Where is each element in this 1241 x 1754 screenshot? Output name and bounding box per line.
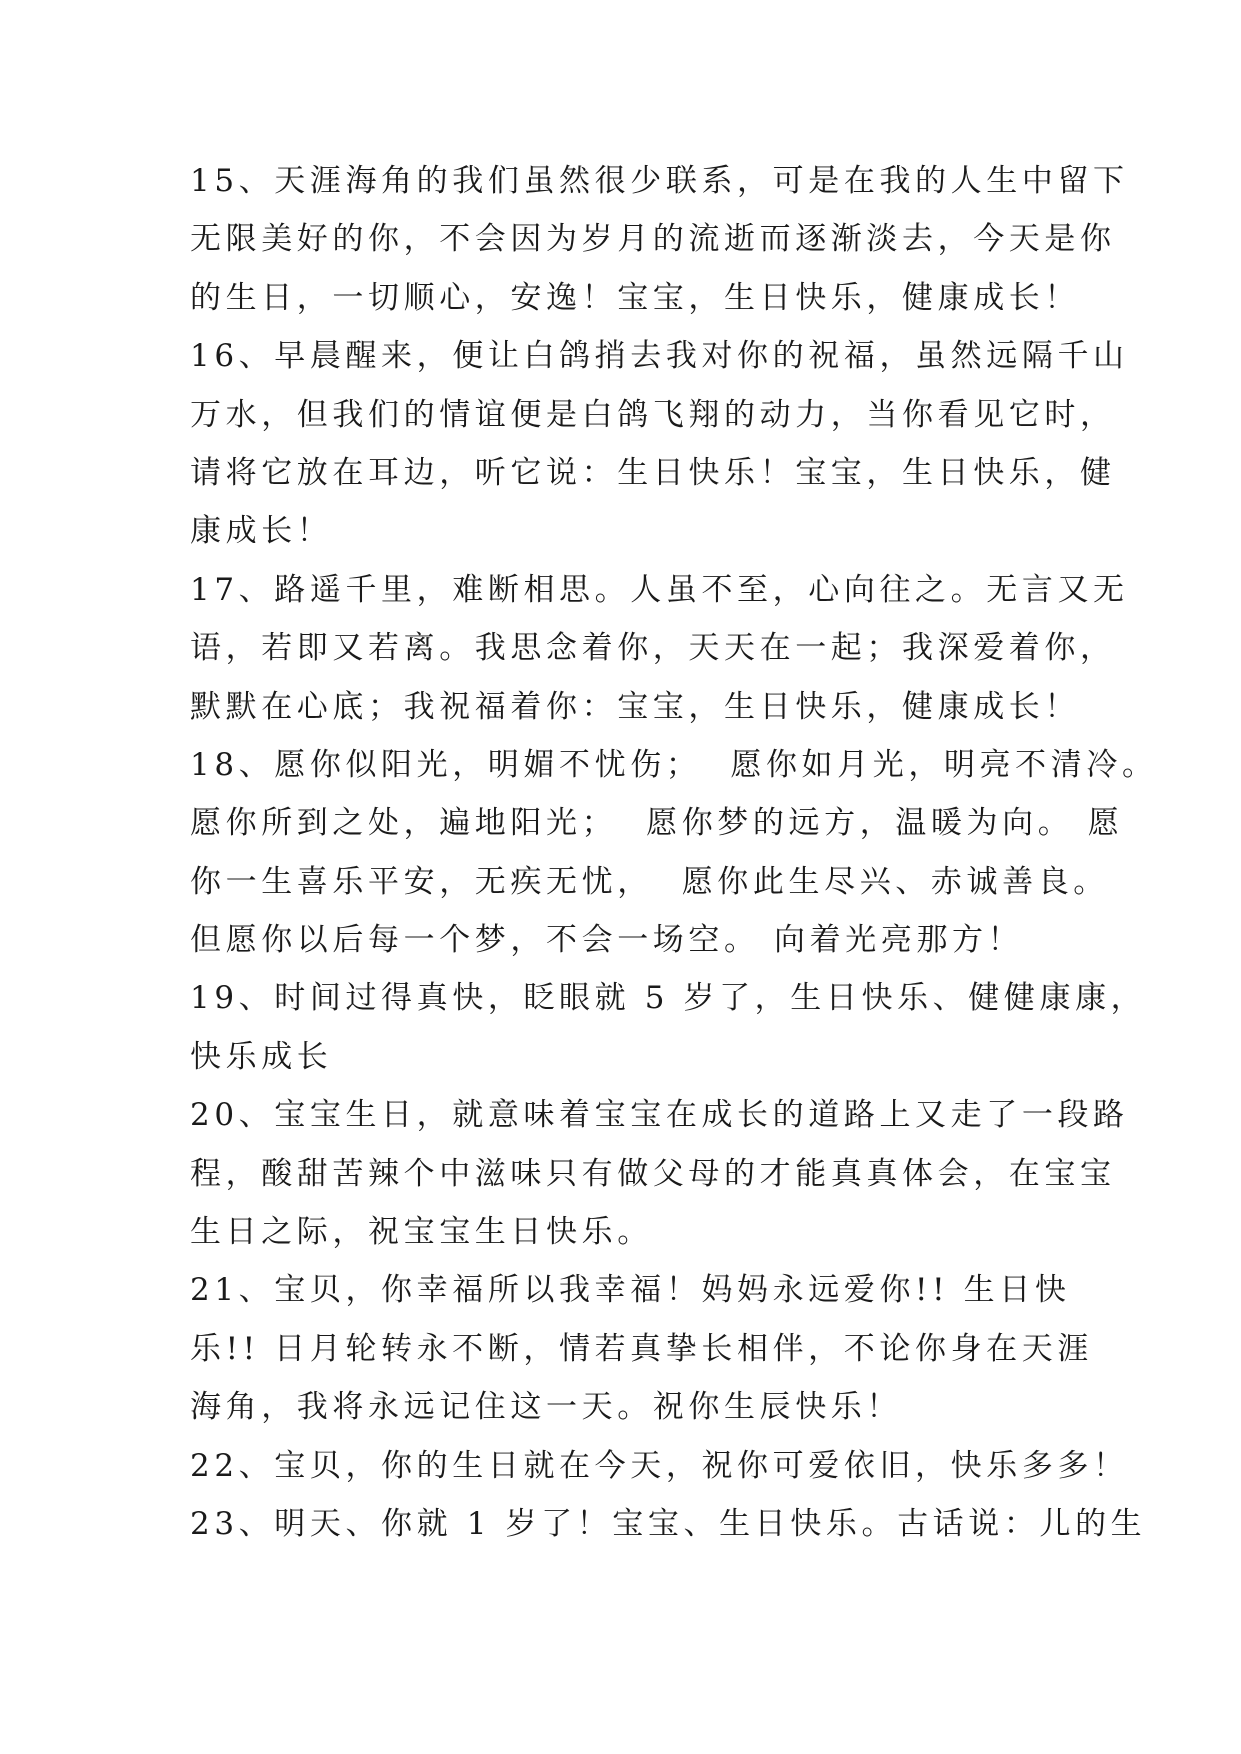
text-line: 请将它放在耳边，听它说：生日快乐！宝宝，生日快乐，健 (190, 454, 1116, 491)
text-line: 海角，我将永远记住这一天。祝你生辰快乐！ (190, 1389, 902, 1426)
text-line: 17、路遥千里，难断相思。人虽不至，心向往之。无言又无 (190, 571, 1129, 608)
text-line: 18、愿你似阳光，明媚不忧伤； 愿你如月光，明亮不清冷。 (190, 746, 1158, 783)
text-line: 康成长！ (190, 513, 333, 550)
text-line: 21、宝贝，你幸福所以我幸福！妈妈永远爱你!! 生日快 (190, 1272, 1071, 1309)
text-line: 16、早晨醒来，便让白鸽捎去我对你的祝福，虽然远隔千山 (190, 338, 1129, 375)
text-line: 愿你所到之处，遍地阳光； 愿你梦的远方，温暖为向。 愿 (190, 805, 1124, 842)
text-line: 20、宝宝生日，就意味着宝宝在成长的道路上又走了一段路 (190, 1097, 1129, 1134)
text-line: 快乐成长 (190, 1038, 333, 1075)
text-line: 万水，但我们的情谊便是白鸽飞翔的动力，当你看见它时， (190, 396, 1116, 433)
text-line: 你一生喜乐平安，无疾无忧， 愿你此生尽兴、赤诚善良。 (190, 863, 1109, 900)
text-line: 19、时间过得真快，眨眼就 5 岁了，生日快乐、健健康康， (190, 980, 1147, 1017)
text-line: 无限美好的你，不会因为岁月的流逝而逐渐淡去，今天是你 (190, 221, 1116, 258)
document-body (190, 152, 1158, 1553)
text-line: 默默在心底；我祝福着你：宝宝，生日快乐，健康成长！ (190, 688, 1080, 725)
text-line: 15、天涯海角的我们虽然很少联系，可是在我的人生中留下 (190, 163, 1129, 199)
text-line: 22、宝贝，你的生日就在今天，祝你可爱依旧，快乐多多！ (190, 1447, 1129, 1484)
text-line: 但愿你以后每一个梦，不会一场空。 向着光亮那方！ (190, 922, 1024, 959)
text-line: 23、明天、你就 1 岁了！宝宝、生日快乐。古话说：儿的生 (190, 1505, 1147, 1542)
text-line: 乐!! 日月轮转永不断，情若真挚长相伴，不论你身在天涯 (190, 1330, 1093, 1367)
text-line: 的生日，一切顺心，安逸！宝宝，生日快乐，健康成长！ (190, 279, 1080, 316)
text-line: 程，酸甜苦辣个中滋味只有做父母的才能真真体会，在宝宝 (190, 1155, 1116, 1192)
text-line: 语，若即又若离。我思念着你，天天在一起；我深爱着你， (190, 630, 1116, 667)
text-line: 生日之际，祝宝宝生日快乐。 (190, 1214, 653, 1251)
